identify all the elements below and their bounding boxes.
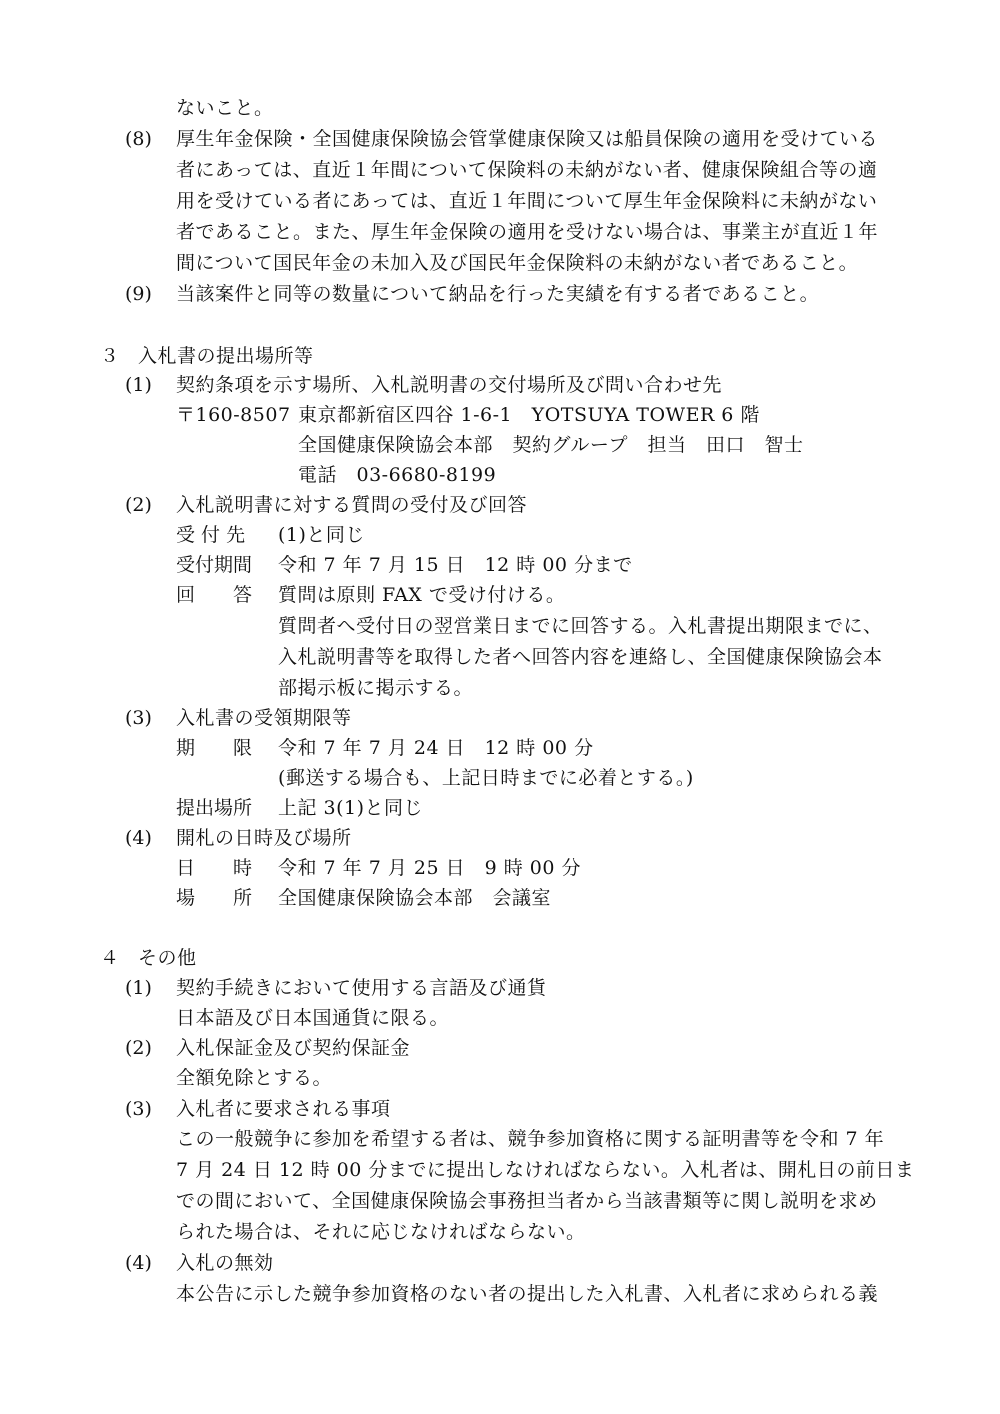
s4-2-number: (2) <box>125 1037 152 1059</box>
kigen-note: (郵送する場合も、上記日時までに必着とする。) <box>278 767 694 789</box>
item8-line: 者であること。また、厚生年金保険の適用を受けない場合は、事業主が直近１年 <box>176 221 879 243</box>
teishutsu-basho-value: 上記 3(1)と同じ <box>278 797 424 819</box>
s3-4-number: (4) <box>125 827 152 849</box>
office-contact: 全国健康保険協会本部 契約グループ 担当 田口 智士 <box>298 434 804 456</box>
nichiji-label: 日 時 <box>176 857 253 879</box>
s4-3-line: 7 月 24 日 12 時 00 分までに提出しなければならない。入札者は、開札日の前日ま <box>176 1159 915 1181</box>
s3-1-title: 契約条項を示す場所、入札説明書の交付場所及び問い合わせ先 <box>176 374 723 396</box>
address: 東京都新宿区四谷 1-6-1 YOTSUYA TOWER 6 階 <box>298 404 760 426</box>
s3-2-title: 入札説明書に対する質問の受付及び回答 <box>176 494 528 516</box>
section3-title: 入札書の提出場所等 <box>138 345 314 367</box>
uketsuke-value: (1)と同じ <box>278 524 365 546</box>
postal-code: 〒160-8507 <box>176 404 291 426</box>
kigen-label: 期 限 <box>176 737 253 759</box>
s4-3-number: (3) <box>125 1098 152 1120</box>
kaito-label: 回 答 <box>176 584 253 606</box>
s4-3-line: での間において、全国健康保険協会事務担当者から当該書類等に関し説明を求め <box>176 1190 878 1212</box>
uketsuke-label: 受 付 先 <box>176 524 246 546</box>
s4-2-body: 全額免除とする。 <box>176 1067 333 1089</box>
item8-line: 用を受けている者にあっては、直近１年間について厚生年金保険料に未納がない <box>176 190 878 212</box>
s4-3-line: この一般競争に参加を希望する者は、競争参加資格に関する証明書等を令和 7 年 <box>176 1128 885 1150</box>
s4-2-title: 入札保証金及び契約保証金 <box>176 1037 411 1059</box>
kikan-value: 令和 7 年 7 月 15 日 12 時 00 分まで <box>278 554 633 576</box>
kaisatsu-basho-label: 場 所 <box>176 887 253 909</box>
kigen-value: 令和 7 年 7 月 24 日 12 時 00 分 <box>278 737 594 759</box>
intro-tail: ないこと。 <box>176 97 274 119</box>
s3-1-number: (1) <box>125 374 152 396</box>
item9-text: 当該案件と同等の数量について納品を行った実績を有する者であること。 <box>176 283 820 305</box>
item9-number: (9) <box>125 283 152 305</box>
item8-line: 間について国民年金の未加入及び国民年金保険料の未納がない者であること。 <box>176 252 859 274</box>
kaisatsu-basho-value: 全国健康保険協会本部 会議室 <box>278 887 552 909</box>
kaito-line: 部掲示板に掲示する。 <box>278 677 474 699</box>
kaito-line: 入札説明書等を取得した者へ回答内容を連絡し、全国健康保険協会本 <box>278 646 883 668</box>
item8-line: 厚生年金保険・全国健康保険協会管掌健康保険又は船員保険の適用を受けている <box>176 128 879 150</box>
s4-3-title: 入札者に要求される事項 <box>176 1098 391 1120</box>
s3-4-title: 開札の日時及び場所 <box>176 827 352 849</box>
teishutsu-basho-label: 提出場所 <box>176 797 253 819</box>
section4-number: ４ <box>100 947 120 969</box>
s3-3-title: 入札書の受領期限等 <box>176 707 352 729</box>
section4-title: その他 <box>138 947 197 969</box>
kaito-line: 質問者へ受付日の翌営業日までに回答する。入札書提出期限までに、 <box>278 615 883 637</box>
s4-4-title: 入札の無効 <box>176 1252 274 1274</box>
s3-2-number: (2) <box>125 494 152 516</box>
nichiji-value: 令和 7 年 7 月 25 日 9 時 00 分 <box>278 857 581 879</box>
s4-4-line: 本公告に示した競争参加資格のない者の提出した入札書、入札者に求められる義 <box>176 1283 879 1305</box>
s4-1-number: (1) <box>125 977 152 999</box>
section3-number: ３ <box>100 345 120 367</box>
phone-number: 電話 03-6680-8199 <box>298 464 497 486</box>
kaito-line: 質問は原則 FAX で受け付ける。 <box>278 584 566 606</box>
kikan-label: 受付期間 <box>176 554 253 576</box>
item8-number: (8) <box>125 128 152 150</box>
s3-3-number: (3) <box>125 707 152 729</box>
s4-1-title: 契約手続きにおいて使用する言語及び通貨 <box>176 977 547 999</box>
s4-1-body: 日本語及び日本国通貨に限る。 <box>176 1007 450 1029</box>
item8-line: 者にあっては、直近１年間について保険料の未納がない者、健康保険組合等の適 <box>176 159 878 181</box>
s4-3-line: られた場合は、それに応じなければならない。 <box>176 1221 586 1243</box>
s4-4-number: (4) <box>125 1252 152 1274</box>
